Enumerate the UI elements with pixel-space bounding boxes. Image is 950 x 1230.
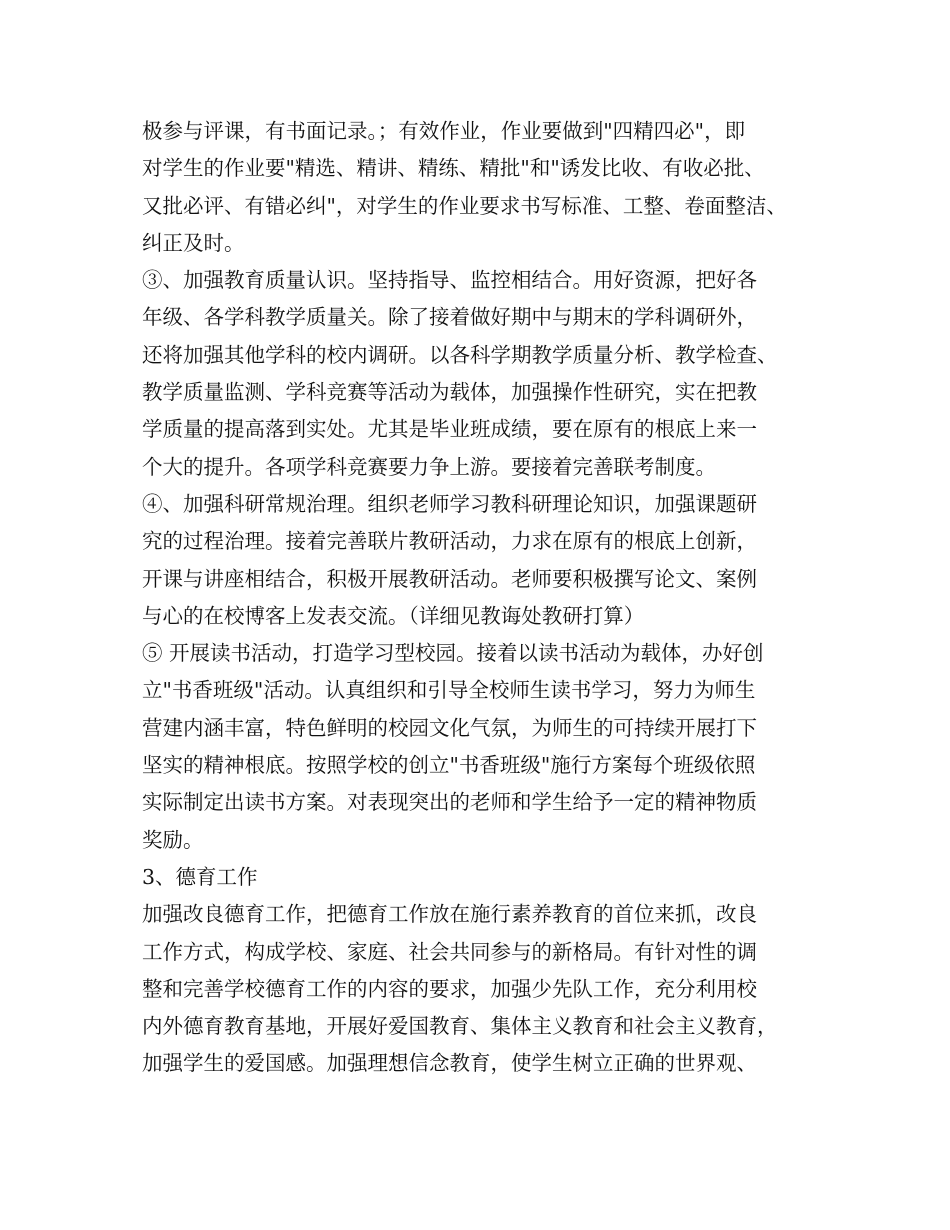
text-line: 营建内涵丰富，特色鲜明的校园文化气氛，为师生的可持续开展打下 — [142, 715, 757, 740]
text-line: 又批必评、有错必纠"，对学生的作业要求书写标准、工整、卷面整洁、 — [142, 193, 787, 218]
text-line: 坚实的精神根底。按照学校的创立"书香班级"施行方案每个班级依照 — [142, 753, 756, 778]
section-heading: 3、德育工作 — [142, 864, 258, 889]
text-line: 与心的在校博客上发表交流。（详细见教诲处教研打算） — [142, 603, 645, 628]
text-line: 还将加强其他学科的校内调研。以各科学期教学质量分析、教学检查、 — [142, 342, 778, 367]
text-line: 纠正及时。 — [142, 230, 245, 255]
text-line: ⑤ 开展读书活动，打造学习型校园。接着以读书活动为载体，办好创 — [142, 641, 764, 666]
text-line: 奖励。 — [142, 827, 204, 852]
text-line: 加强学生的爱国感。加强理想信念教育，使学生树立正确的世界观、 — [142, 1051, 757, 1076]
text-line: 加强改良德育工作，把德育工作放在施行素养教育的首位来抓，改良 — [142, 902, 757, 927]
text-line: ④、加强科研常规治理。组织老师学习教科研理论知识，加强课题研 — [142, 491, 757, 516]
text-line: 开课与讲座相结合，积极开展教研活动。老师要积极撰写论文、案例 — [142, 566, 757, 591]
text-line: 究的过程治理。接着完善联片教研活动，力求在原有的根底上创新， — [142, 529, 757, 554]
text-line: 实际制定出读书方案。对表现突出的老师和学生给予一定的精神物质 — [142, 790, 757, 815]
text-line: 立"书香班级"活动。认真组织和引导全校师生读书学习，努力为师生 — [142, 678, 756, 703]
text-line: 极参与评课，有书面记录。；有效作业，作业要做到"四精四必"，即 — [142, 119, 746, 143]
text-line: 对学生的作业要"精选、精讲、精练、精批"和"诱发比收、有收必批、 — [142, 156, 765, 181]
text-line: 工作方式，构成学校、家庭、社会共同参与的新格局。有针对性的调 — [142, 939, 757, 964]
text-line: 个大的提升。各项学科竞赛要力争上游。要接着完善联考制度。 — [142, 454, 716, 479]
text-line: 教学质量监测、学科竞赛等活动为载体，加强操作性研究，实在把教 — [142, 380, 757, 405]
text-line: 学质量的提高落到实处。尤其是毕业班成绩，要在原有的根底上来一 — [142, 417, 757, 442]
text-line: 内外德育教育基地，开展好爱国教育、集体主义教育和社会主义教育， — [142, 1014, 778, 1039]
text-line: 年级、各学科教学质量关。除了接着做好期中与期末的学科调研外， — [142, 305, 757, 330]
text-line: ③、加强教育质量认识。坚持指导、监控相结合。用好资源，把好各 — [142, 268, 757, 293]
text-line: 整和完善学校德育工作的内容的要求，加强少先队工作，充分利用校 — [142, 976, 757, 1001]
body-text — [142, 113, 842, 1083]
